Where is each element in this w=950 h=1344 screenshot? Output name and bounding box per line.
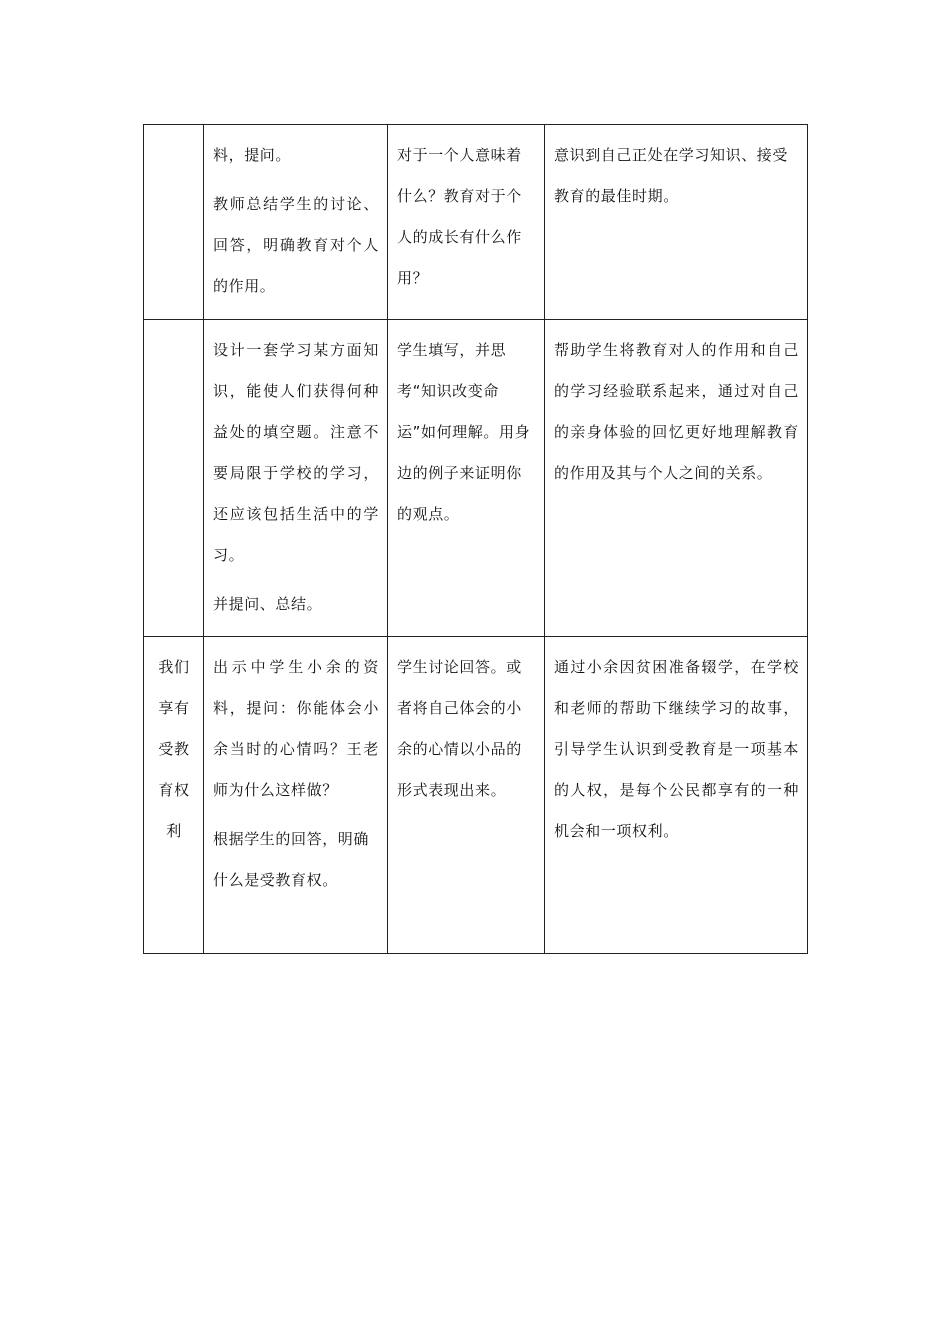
text-paragraph: 意识到自己正处在学习知识、接受教育的最佳时期。	[554, 146, 789, 205]
teacher-activity-cell	[204, 320, 388, 637]
text-paragraph: 学生讨论回答。或者将自己体会的小余的心情以小品的形式表现出来。	[397, 658, 522, 799]
text-paragraph: 通过小余因贫困准备辍学，在学校和老师的帮助下继续学习的故事，引导学生认识到受教育是一项基本的人权，是每个公民都享有的一种机会和一项权利。	[554, 658, 799, 840]
section-title-cell	[144, 637, 204, 954]
table-row	[144, 320, 808, 637]
design-intent-cell	[545, 125, 808, 320]
design-intent-cell	[545, 320, 808, 637]
section-title-line: 我们	[158, 658, 190, 676]
table-row	[144, 125, 808, 320]
student-activity-cell	[388, 320, 545, 637]
text-paragraph: 并提问、总结。	[213, 595, 323, 613]
student-activity-cell	[388, 637, 545, 954]
teacher-activity-cell	[204, 637, 388, 954]
table-row	[144, 637, 808, 954]
text-paragraph: 对于一个人意味着什么？教育对于个人的成长有什么作用？	[397, 146, 522, 287]
section-title-line: 利	[166, 822, 182, 840]
text-paragraph: 根据学生的回答，明确什么是受教育权。	[213, 830, 370, 889]
section-cell	[144, 125, 204, 320]
teacher-activity-cell	[204, 125, 388, 320]
design-intent-cell	[545, 637, 808, 954]
section-cell	[144, 320, 204, 637]
text-paragraph: 料，提问。	[213, 146, 292, 164]
lesson-plan-table	[143, 124, 808, 954]
section-title-line: 享有	[158, 699, 190, 717]
section-title-line: 育权	[158, 781, 190, 799]
text-paragraph: 学生填写，并思考“知识改变命运”如何理解。用身边的例子来证明你的观点。	[397, 341, 531, 523]
text-paragraph: 教师总结学生的讨论、回答，明确教育对个人的作用。	[213, 195, 379, 295]
text-paragraph: 设计一套学习某方面知识，能使人们获得何种益处的填空题。注意不要局限于学校的学习，还应该包括生活中的学习。	[213, 341, 379, 564]
student-activity-cell	[388, 125, 545, 320]
section-title-line: 受教	[158, 740, 190, 758]
text-paragraph: 帮助学生将教育对人的作用和自己的学习经验联系起来，通过对自己的亲身体验的回忆更好地理解教育的作用及其与个人之间的关系。	[554, 341, 799, 482]
text-paragraph: 出示中学生小余的资料，提问：你能体会小余当时的心情吗？王老师为什么这样做？	[213, 658, 379, 799]
